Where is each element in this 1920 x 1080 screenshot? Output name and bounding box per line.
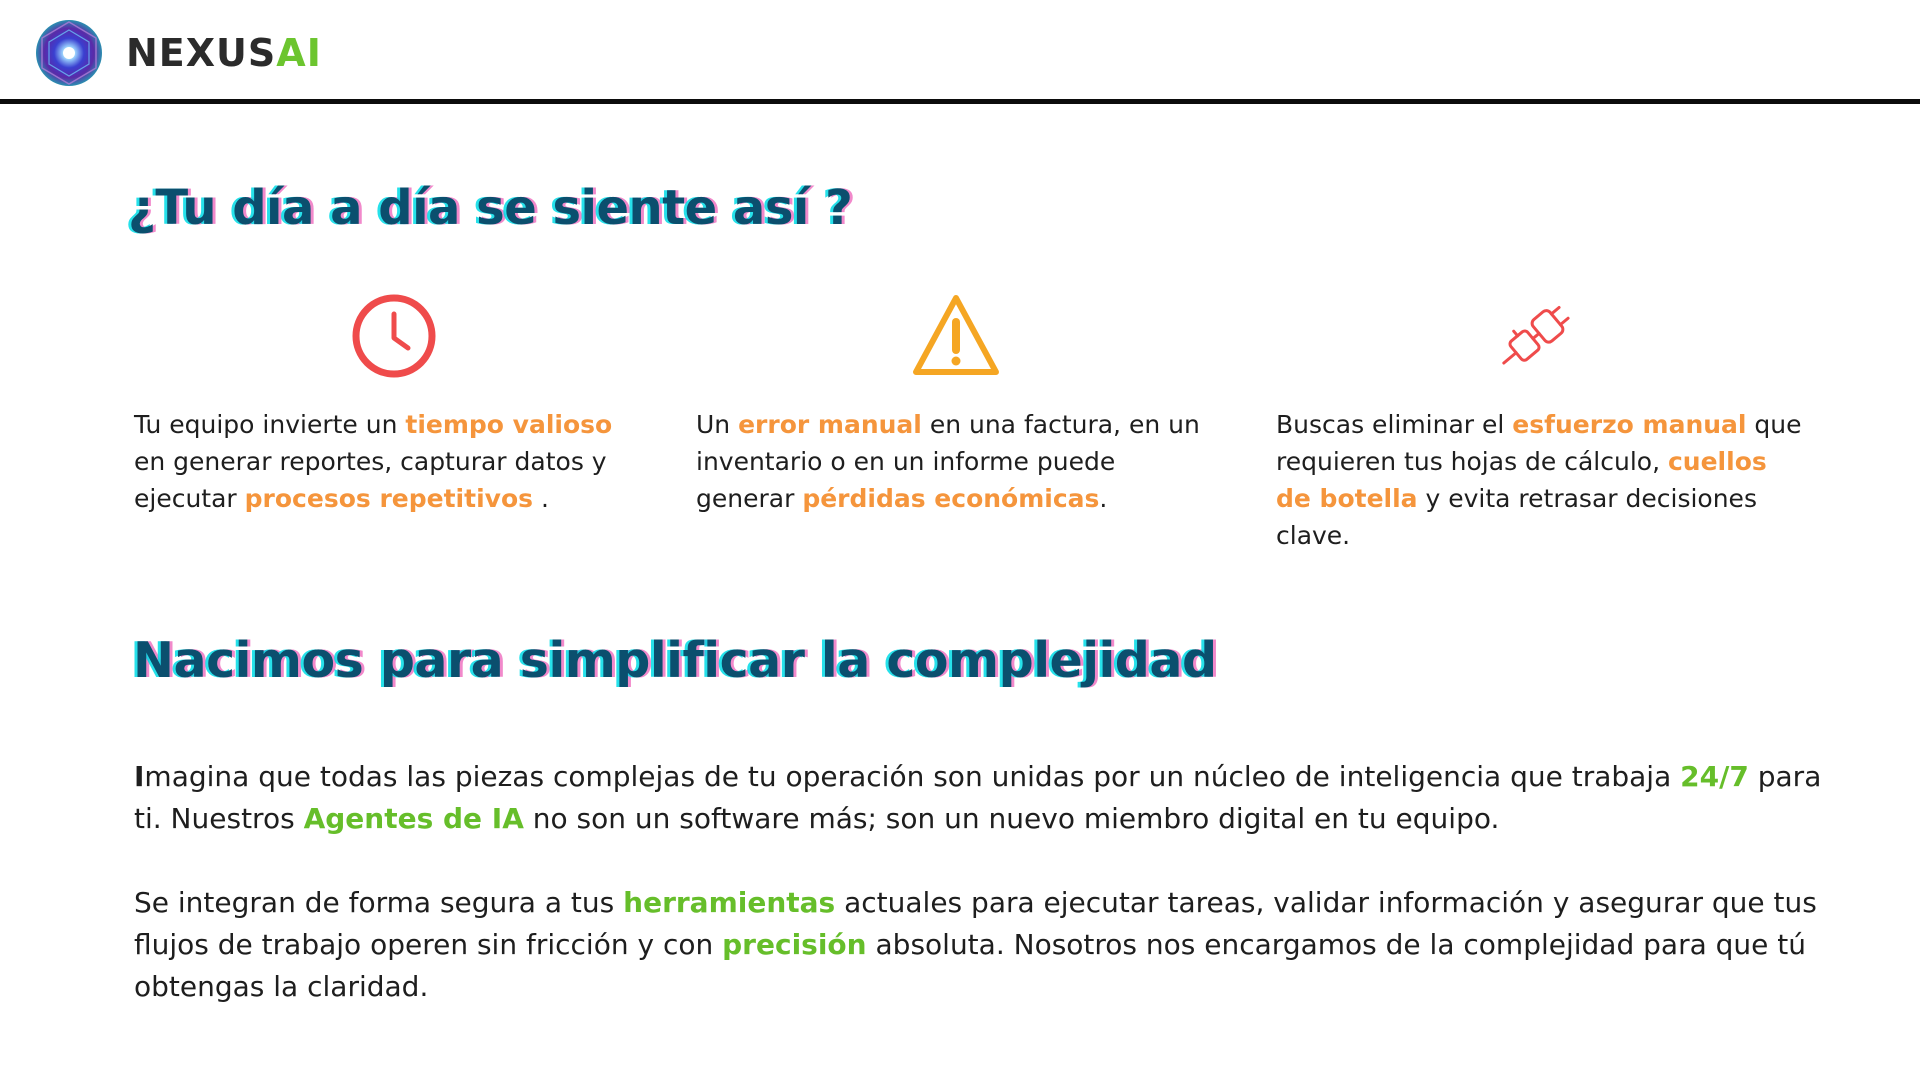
highlight-text: Agentes de IA xyxy=(303,802,524,835)
pain-point-time xyxy=(134,406,634,517)
nexus-orb-logo-icon[interactable] xyxy=(34,18,104,88)
pain-point-text: que requieren tus hojas de cálculo, xyxy=(1276,410,1802,476)
paragraph-text: no son un software más; son un nuevo miembro digital en tu equipo. xyxy=(523,802,1500,835)
highlight-text: error manual xyxy=(738,410,922,439)
pain-point-text: . xyxy=(1099,484,1108,513)
highlight-text: procesos repetitivos xyxy=(244,484,533,513)
warning-icon xyxy=(908,288,1004,384)
highlight-text: esfuerzo manual xyxy=(1512,410,1747,439)
pain-point-text: Tu equipo invierte un xyxy=(134,410,406,439)
highlight-text: pérdidas económicas xyxy=(802,484,1100,513)
highlight-text: cuellos de botella xyxy=(1276,447,1767,513)
pain-point-text: en generar reportes, capturar datos y ejecutar xyxy=(134,447,607,513)
pain-point-text: en una factura, en un inventario o en un informe puede generar xyxy=(696,410,1200,513)
pain-point-text: . xyxy=(533,484,549,513)
pain-point-manual-effort xyxy=(1276,406,1806,554)
site-header xyxy=(0,0,1920,104)
mission-paragraph-1 xyxy=(134,756,1834,840)
pain-point-text: Buscas eliminar el xyxy=(1276,410,1513,439)
mission-paragraph-2 xyxy=(134,882,1834,1008)
brand-name[interactable] xyxy=(126,30,322,76)
pain-point-errors xyxy=(696,406,1216,517)
paragraph-text: magina que todas las piezas complejas de tu operación son unidas por un núcleo de inteligencia que trabaja xyxy=(144,760,1681,793)
clock-icon xyxy=(346,288,442,384)
highlight-text: tiempo valioso xyxy=(405,410,613,439)
pain-point-text: Un xyxy=(696,410,739,439)
paragraph-text: actuales para ejecutar tareas, validar información y asegurar que tus flujos de trabajo operen sin fricción y con xyxy=(134,886,1817,961)
paragraph-text: absoluta. Nosotros nos encargamos de la complejidad para que tú obtengas la claridad. xyxy=(134,928,1807,1003)
brand-name-part2: AI xyxy=(276,31,322,75)
section-title-pain-points: ¿Tu día a día se siente así ? xyxy=(128,180,853,236)
brand-name-part1: NEXUS xyxy=(126,31,277,75)
plug-icon xyxy=(1488,288,1584,384)
pain-point-text: y evita retrasar decisiones clave. xyxy=(1276,484,1757,550)
paragraph-text: para ti. Nuestros xyxy=(134,760,1822,835)
paragraph-text: Se integran de forma segura a tus xyxy=(134,886,624,919)
highlight-text: precisión xyxy=(722,928,867,961)
paragraph-lead-letter: I xyxy=(134,760,145,793)
section-title-mission: Nacimos para simplificar la complejidad xyxy=(133,632,1217,689)
highlight-text: herramientas xyxy=(623,886,836,919)
highlight-text: 24/7 xyxy=(1680,760,1749,793)
